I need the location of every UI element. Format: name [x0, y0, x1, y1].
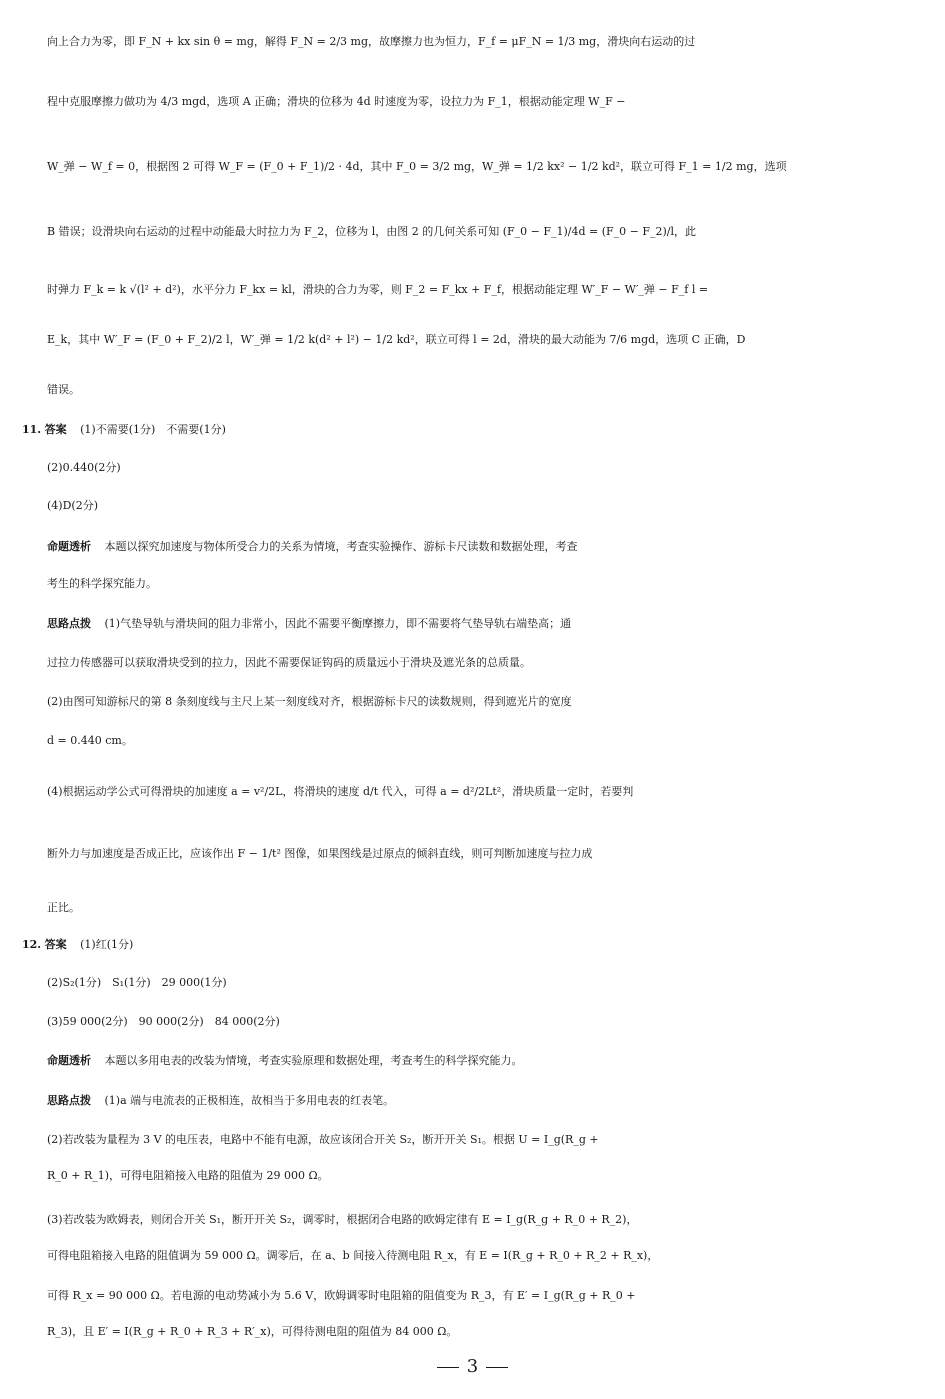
q11-hint-label: 思路点拨 — [47, 617, 91, 630]
q10-line-7: 错误。 — [47, 383, 80, 396]
page-number: 3 — [466, 1356, 479, 1377]
q12-intent-label: 命题透析 — [47, 1054, 91, 1067]
q11-intent-line-2: 考生的科学探究能力。 — [47, 577, 157, 590]
q11-hint-line-3: (2)由图可知游标尺的第 8 条刻度线与主尺上某一刻度线对齐，根据游标卡尺的读数规则，得到遮光片的宽度 — [47, 695, 572, 708]
q11-hint-line-6: 断外力与加速度是否成正比，应该作出 F − 1/t² 图像，如果图线是过原点的倾斜直线，则可判断加速度与拉力成 — [47, 847, 593, 860]
q11-hint-text: (1)气垫导轨与滑块间的阻力非常小，因此不需要平衡摩擦力，即不需要将气垫导轨右端垫高；通 — [104, 617, 572, 630]
q11-intent-text: 本题以探究加速度与物体所受合力的关系为情境，考查实验操作、游标卡尺读数和数据处理，考查 — [104, 540, 578, 553]
q12-hint-text: (1)a 端与电流表的正极相连，故相当于多用电表的红表笔。 — [104, 1094, 395, 1107]
q11-hint-line-1 — [0, 612, 945, 636]
q11-hint-line-4: d = 0.440 cm。 — [47, 734, 133, 747]
q12-hint-line-1 — [0, 1089, 945, 1113]
q11-number: 11. — [22, 423, 42, 436]
q11-answer-line — [0, 418, 945, 442]
q12-hint-line-4: (3)若改装为欧姆表，则闭合开关 S₁，断开开关 S₂，调零时，根据闭合电路的欧姆定律有 E = I_g(R_g + R_0 + R_2)， — [47, 1213, 638, 1226]
q11-answer-1: (1)不需要(1分) 不需要(1分) — [80, 423, 226, 436]
q10-line-1: 向上合力为零，即 F_N + kx sin θ = mg，解得 F_N = 2/3 mg，故摩擦力也为恒力，F_f = μF_N = 1/3 mg，滑块向右运动的过 — [47, 35, 696, 48]
q12-intent-line-1 — [0, 1049, 945, 1073]
q10-line-2: 程中克服摩擦力做功为 4/3 mgd，选项 A 正确；滑块的位移为 4d 时速度为零，设拉力为 F_1，根据动能定理 W_F − — [47, 95, 626, 108]
q11-hint-line-5: (4)根据运动学公式可得滑块的加速度 a = v²/2L，将滑块的速度 d/t 代入，可得 a = d²/2Lt²，滑块质量一定时，若要判 — [47, 785, 634, 798]
q10-line-6: E_k，其中 W′_F = (F_0 + F_2)/2 l，W′_弹 = 1/2 k(d² + l²) − 1/2 kd²，联立可得 l = 2d，滑块的最大动能为 7/6 mgd，选项 C 正确，D — [47, 333, 746, 346]
q12-hint-line-2: (2)若改装为量程为 3 V 的电压表，电路中不能有电源，故应该闭合开关 S₂，断开开关 S₁。根据 U = I_g(R_g + — [47, 1133, 599, 1146]
q11-intent-label: 命题透析 — [47, 540, 91, 553]
q11-answer-3: (4)D(2分) — [47, 499, 98, 512]
q11-answer-2: (2)0.440(2分) — [47, 461, 121, 474]
q11-hint-line-7: 正比。 — [47, 901, 80, 914]
right-dash — [486, 1367, 508, 1368]
q12-hint-line-3: R_0 + R_1)，可得电阻箱接入电路的阻值为 29 000 Ω。 — [47, 1169, 329, 1182]
page-number-footer — [0, 1356, 945, 1377]
q12-hint-line-6: 可得 R_x = 90 000 Ω。若电源的电动势减小为 5.6 V，欧姆调零时电阻箱的阻值变为 R_3，有 E′ = I_g(R_g + R_0 + — [47, 1289, 636, 1302]
q12-hint-line-5: 可得电阻箱接入电路的阻值调为 59 000 Ω。调零后，在 a、b 间接入待测电阻 R_x，有 E = I(R_g + R_0 + R_2 + R_x)， — [47, 1249, 659, 1262]
q10-line-4: B 错误；设滑块向右运动的过程中动能最大时拉力为 F_2，位移为 l，由图 2 的几何关系可知 (F_0 − F_1)/4d = (F_0 − F_2)/l，此 — [47, 225, 696, 238]
q12-answer-3: (3)59 000(2分) 90 000(2分) 84 000(2分) — [47, 1015, 280, 1028]
q12-intent-text: 本题以多用电表的改装为情境，考查实验原理和数据处理，考查考生的科学探究能力。 — [104, 1054, 523, 1067]
q12-answer-2: (2)S₂(1分) S₁(1分) 29 000(1分) — [47, 976, 227, 989]
q11-hint-line-2: 过拉力传感器可以获取滑块受到的拉力，因此不需要保证钩码的质量远小于滑块及遮光条的总质量。 — [47, 656, 531, 669]
q12-answer-1: (1)红(1分) — [80, 938, 134, 951]
q12-hint-label: 思路点拨 — [47, 1094, 91, 1107]
q10-line-3: W_弹 − W_f = 0，根据图 2 可得 W_F = (F_0 + F_1)/2 · 4d，其中 F_0 = 3/2 mg，W_弹 = 1/2 kx² − 1/2 kd²，联立可得 F_1 = 1/2 mg，选项 — [47, 160, 787, 173]
left-dash — [437, 1367, 459, 1368]
q11-answer-label: 答案 — [44, 423, 67, 436]
q12-hint-line-7: R_3)，且 E′ = I(R_g + R_0 + R_3 + R′_x)，可得待测电阻的阻值为 84 000 Ω。 — [47, 1325, 458, 1338]
q11-intent-line-1 — [0, 535, 945, 559]
q12-answer-label: 答案 — [44, 938, 67, 951]
q12-number: 12. — [22, 938, 42, 951]
q12-answer-line — [0, 933, 945, 957]
q10-line-5: 时弹力 F_k = k √(l² + d²)，水平分力 F_kx = kl，滑块的合力为零，则 F_2 = F_kx + F_f，根据动能定理 W′_F − W′_弹 − F_f l = — [47, 283, 709, 296]
